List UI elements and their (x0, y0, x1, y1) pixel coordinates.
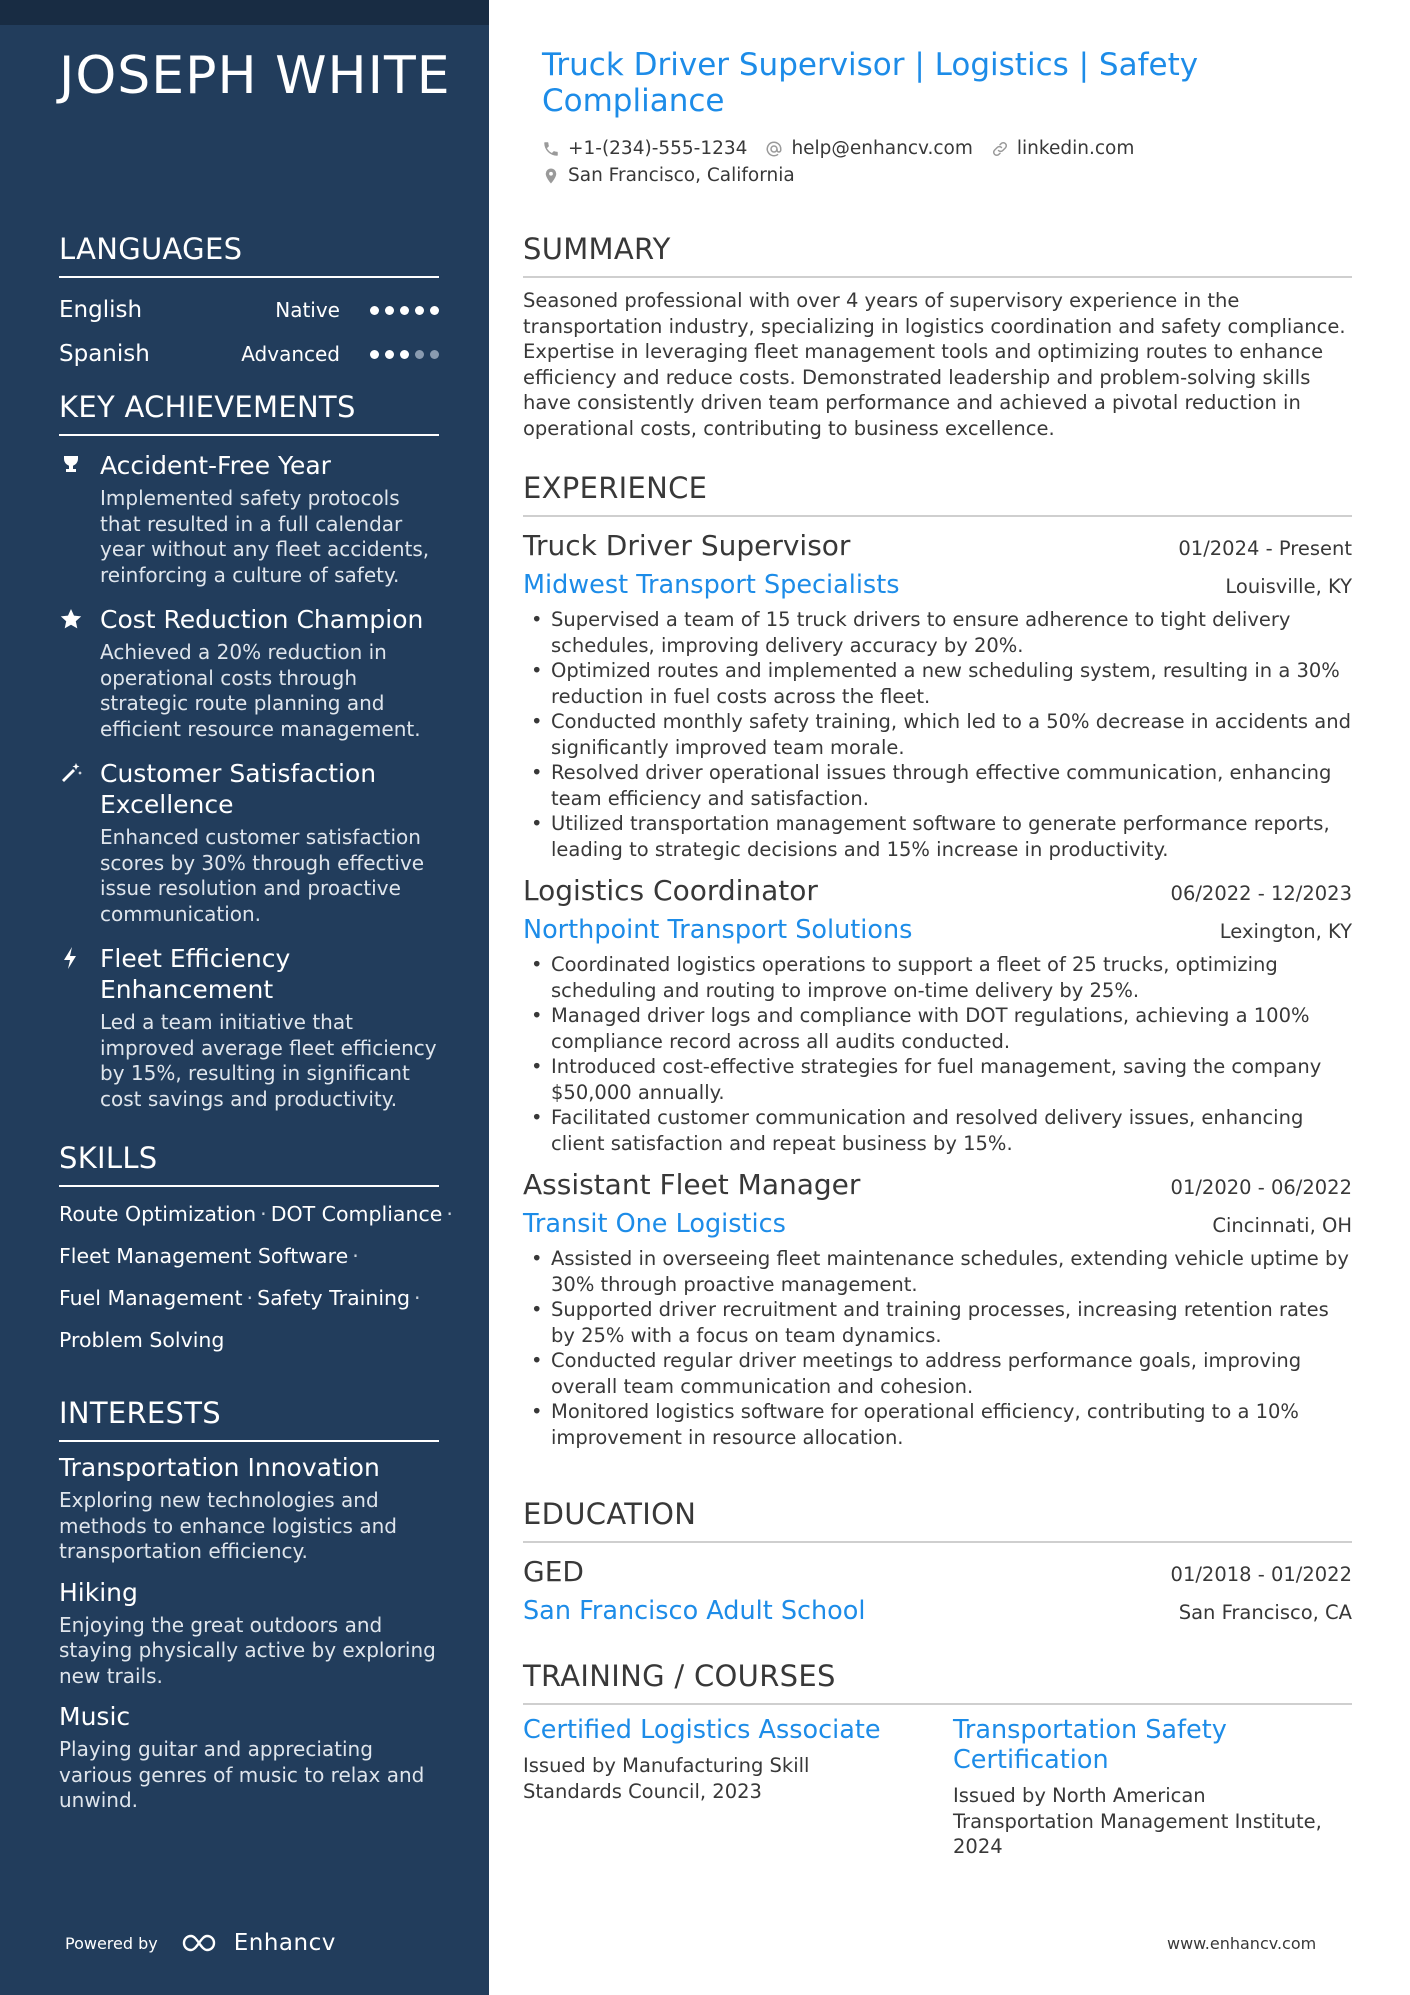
interest-desc: Playing guitar and appreciating various genres of music to relax and unwind. (59, 1737, 425, 1812)
job-bullet: • Conducted monthly safety training, which led to a 50% decrease in accidents and significantly improved team morale. (523, 709, 1352, 760)
education-dates: 01/2018 - 01/2022 (1170, 1563, 1352, 1586)
job-bullet: • Conducted regular driver meetings to address performance goals, improving overall team communication and cohesion. (523, 1348, 1352, 1399)
achievement-item (59, 604, 439, 742)
candidate-name: JOSEPH WHITE (59, 46, 451, 106)
trophy-icon (59, 453, 83, 477)
job-location: Lexington, KY (1219, 920, 1352, 943)
job-bullet: • Monitored logistics software for operational efficiency, contributing to a 10% improvement in resource allocation. (523, 1399, 1352, 1450)
skill-item: Safety Training (257, 1286, 411, 1310)
achievement-desc: Implemented safety protocols that resulted in a full calendar year without any fleet accidents, reinforcing a culture of safety. (100, 486, 430, 587)
achievement-desc: Achieved a 20% reduction in operational costs through strategic route planning and efficient resource management. (100, 640, 421, 741)
course-item (953, 1715, 1343, 1860)
course-desc: Issued by Manufacturing Skill Standards Council, 2023 (523, 1754, 810, 1803)
job-bullet: • Introduced cost-effective strategies for fuel management, saving the company $50,000 annually. (523, 1054, 1352, 1105)
star-icon (59, 607, 83, 631)
achievement-desc: Led a team initiative that improved average fleet efficiency by 15%, resulting in significant cost savings and productivity. (100, 1010, 437, 1111)
enhancv-logo[interactable] (180, 1930, 336, 1956)
powered-by (65, 1930, 336, 1956)
contact-line (542, 162, 1322, 189)
interest-item (59, 1577, 439, 1690)
achievement-title: Accident-Free Year (100, 451, 331, 480)
enhancv-logo-icon (180, 1932, 224, 1954)
skill-item: DOT Compliance (270, 1202, 443, 1226)
course-list (523, 1715, 1352, 1860)
skill-item: Problem Solving (59, 1328, 225, 1352)
magic-wand-icon (59, 761, 83, 785)
education-section (523, 1497, 1352, 1631)
job-bullets (523, 1246, 1352, 1450)
summary-title: SUMMARY (523, 232, 1352, 278)
linkedin-text: linkedin.com (1016, 138, 1135, 159)
job-bullet: • Facilitated customer communication and resolved delivery issues, enhancing client satisfaction and repeat business by 15%. (523, 1105, 1352, 1156)
job-location: Cincinnati, OH (1212, 1214, 1352, 1237)
email-text: help@enhancv.com (791, 138, 973, 159)
achievement-title: Cost Reduction Champion (100, 605, 424, 634)
job-title: Truck Driver Supervisor (523, 529, 851, 562)
education-title: EDUCATION (523, 1497, 1352, 1543)
rating-dot-filled (430, 306, 439, 315)
job-bullet: • Resolved driver operational issues through effective communication, enhancing team efficiency and satisfaction. (523, 760, 1352, 811)
headline: Truck Driver Supervisor | Logistics | Safety Compliance (542, 47, 1199, 119)
job-company: Northpoint Transport Solutions (523, 915, 913, 945)
school-location: San Francisco, CA (1178, 1601, 1352, 1624)
sidebar-top-strip (0, 0, 489, 25)
language-row (59, 288, 439, 332)
enhancv-brand-text: Enhancv (233, 1930, 336, 1956)
languages-title: LANGUAGES (59, 232, 439, 278)
job-bullet: • Managed driver logs and compliance with DOT regulations, achieving a 100% compliance record across all audits conducted. (523, 1003, 1352, 1054)
interest-item (59, 1701, 439, 1814)
summary-text: Seasoned professional with over 4 years of supervisory experience in the transportation industry, specializing in logistics coordination and safety compliance. Expertise in leveraging fleet management tools and optimizing routes to enhance efficiency and reduce costs. Demonstrated leadership and problem-solving skills have consistently driven team performance and achieved a pivotal reduction in operational costs, contributing to business excellence. (523, 289, 1346, 440)
interests-title: INTERESTS (59, 1396, 439, 1442)
rating-dot-empty (430, 350, 439, 359)
rating-dot-filled (370, 350, 379, 359)
rating-dot-filled (400, 306, 409, 315)
job-dates: 01/2020 - 06/2022 (1170, 1176, 1352, 1199)
language-rating (370, 350, 439, 359)
link-icon (991, 140, 1009, 158)
contact-location (542, 165, 795, 186)
training-title: TRAINING / COURSES (523, 1659, 1352, 1705)
powered-by-label: Powered by (65, 1933, 158, 1953)
job-bullet: • Optimized routes and implemented a new scheduling system, resulting in a 30% reduction in fuel costs across the fleet. (523, 658, 1352, 709)
experience-title: EXPERIENCE (523, 471, 1352, 517)
job-bullet: • Assisted in overseeing fleet maintenance schedules, extending vehicle uptime by 30% through proactive management. (523, 1246, 1352, 1297)
job-bullet: • Supervised a team of 15 truck drivers to ensure adherence to tight delivery schedules, improving delivery accuracy by 20%. (523, 607, 1352, 658)
achievement-title: Customer Satisfaction Excellence (100, 759, 377, 819)
achievement-desc: Enhanced customer satisfaction scores by 30% through effective issue resolution and proactive communication. (100, 825, 425, 926)
contact-info (542, 135, 1322, 189)
degree: GED (523, 1555, 584, 1588)
skill-item: Route Optimization (59, 1202, 257, 1226)
job-bullet: • Supported driver recruitment and training processes, increasing retention rates by 25% with a focus on team dynamics. (523, 1297, 1352, 1348)
at-icon (765, 140, 783, 158)
contact-email[interactable] (765, 138, 972, 159)
summary-section (523, 232, 1352, 441)
skill-item: Fuel Management (59, 1286, 243, 1310)
interest-title: Hiking (59, 1577, 138, 1607)
phone-text: +1-(234)-555-1234 (568, 138, 748, 159)
achievement-item (59, 450, 439, 588)
job-entry (523, 1166, 1352, 1450)
language-name: Spanish (59, 341, 150, 367)
rating-dot-filled (385, 350, 394, 359)
course-item (523, 1715, 913, 1860)
rating-dot-empty (415, 350, 424, 359)
language-level: Advanced (241, 342, 340, 366)
lightning-icon (59, 946, 83, 970)
language-level: Native (275, 298, 340, 322)
footer-url[interactable]: www.enhancv.com (1167, 1934, 1317, 1953)
job-dates: 06/2022 - 12/2023 (1170, 882, 1352, 905)
job-title: Logistics Coordinator (523, 874, 818, 907)
job-bullets (523, 607, 1352, 862)
course-title: Certified Logistics Associate (523, 1715, 881, 1745)
course-desc: Issued by North American Transportation Management Institute, 2024 (953, 1784, 1322, 1858)
contact-phone[interactable] (542, 138, 747, 159)
phone-icon (542, 140, 560, 158)
rating-dot-filled (400, 350, 409, 359)
contact-linkedin[interactable] (991, 138, 1134, 159)
achievements-title: KEY ACHIEVEMENTS (59, 390, 439, 436)
language-rating (370, 306, 439, 315)
training-section (523, 1659, 1352, 1860)
sidebar (0, 0, 489, 1995)
skills-title: SKILLS (59, 1141, 439, 1187)
contact-line (542, 135, 1322, 162)
job-dates: 01/2024 - Present (1178, 537, 1352, 560)
language-name: English (59, 297, 143, 323)
achievement-item (59, 758, 439, 927)
job-title: Assistant Fleet Manager (523, 1168, 861, 1201)
skills-list: Route Optimization · DOT Compliance · Fleet Management Software · Fuel Management · Safety Training · Problem Solving (59, 1202, 453, 1352)
interest-desc: Enjoying the great outdoors and staying physically active by exploring new trails. (59, 1612, 436, 1688)
language-row (59, 332, 439, 376)
school-name: San Francisco Adult School (523, 1596, 866, 1626)
job-bullets (523, 952, 1352, 1156)
achievement-item (59, 943, 439, 1112)
achievements-section (59, 390, 439, 1128)
job-entry (523, 527, 1352, 862)
interest-title: Music (59, 1702, 131, 1731)
interest-title: Transportation Innovation (59, 1453, 380, 1482)
job-location: Louisville, KY (1225, 575, 1352, 598)
job-entry (523, 872, 1352, 1156)
job-bullet: • Coordinated logistics operations to support a fleet of 25 trucks, optimizing scheduling and routing to improve on-time delivery by 25%. (523, 952, 1352, 1003)
experience-section (523, 471, 1352, 1460)
location-pin-icon (542, 167, 560, 185)
job-bullet: • Utilized transportation management software to generate performance reports, leading to strategic decisions and 15% increase in productivity. (523, 811, 1352, 862)
interest-item (59, 1452, 439, 1565)
skill-item: Fleet Management Software (59, 1244, 349, 1268)
rating-dot-filled (370, 306, 379, 315)
job-company: Transit One Logistics (523, 1209, 786, 1239)
course-title: Transportation Safety Certification (953, 1715, 1227, 1775)
skills-section (59, 1141, 453, 1361)
languages-section (59, 232, 439, 376)
rating-dot-filled (415, 306, 424, 315)
interest-desc: Exploring new technologies and methods to enhance logistics and transportation efficiency. (59, 1488, 397, 1563)
achievement-title: Fleet Efficiency Enhancement (100, 944, 291, 1004)
job-company: Midwest Transport Specialists (523, 570, 900, 600)
rating-dot-filled (385, 306, 394, 315)
interests-section (59, 1396, 439, 1826)
location-text: San Francisco, California (568, 165, 795, 186)
